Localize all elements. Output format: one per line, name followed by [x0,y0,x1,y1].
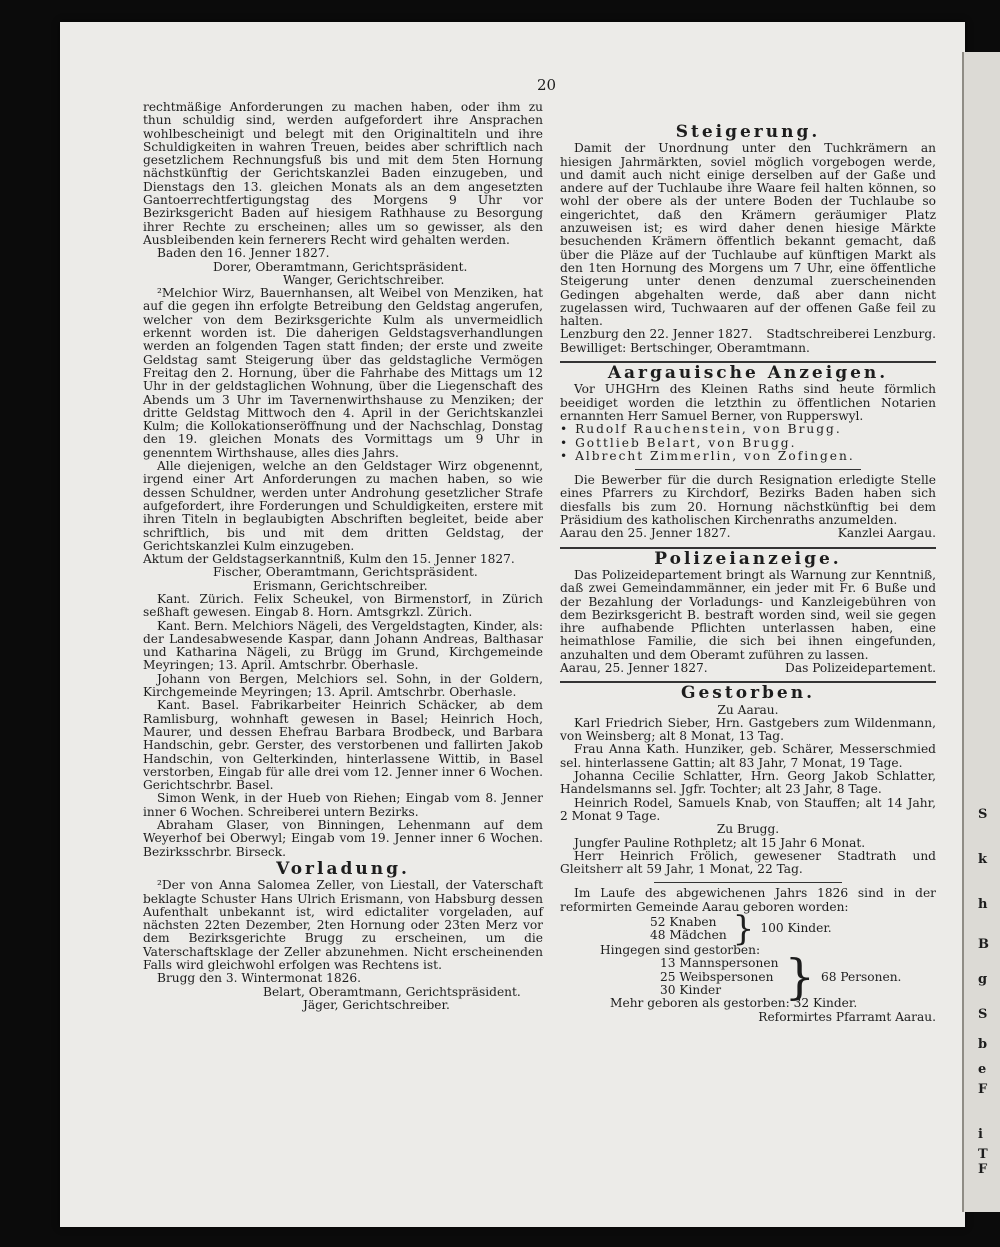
edge-letter: T [978,1147,988,1162]
location-label: Zu Aarau. [717,702,779,717]
notice-date: Brugg den 3. Wintermonat 1826. [157,971,362,986]
notary-name: • Albrecht Zimmerlin, von Zofingen. [560,448,855,463]
death-entry: Frau Anna Kath. Hunziker, geb. Schärer, Messerschmied sel. hinterlassene Gattin; alt 83 Jahr, 7 Monat, 19 Tage. [560,742,936,770]
edge-letter: g [978,972,988,987]
right-column [560,122,936,1024]
notice-approval: Bewilliget: Bertschinger, Oberamtmann. [560,340,810,355]
section-heading: Aargauische Anzeigen. [607,363,889,384]
notice-signature: Erismann, Gerichtschreiber. [253,578,428,593]
tally-item: 52 Knaben [650,914,717,929]
left-column [143,101,543,1012]
notice-date: Aarau, 25. Jenner 1827. [560,660,708,675]
section-heading: Steigerung. [675,122,821,142]
edge-letter: F [978,1162,988,1177]
location-label: Zu Brugg. [716,822,780,837]
section-heading: Gestorben. [680,683,816,704]
tally-item: 13 Mannspersonen [660,956,779,971]
statistics-summary: Mehr geboren als gestorben: 32 Kinder. [610,996,858,1011]
statistics-intro: Hingegen sind gestorben: [600,943,761,958]
creditor-entry: Johann von Bergen, Melchiors sel. Sohn, in der Goldern, Kirchgemeinde Meyringen; 13. April. Amtschrbr. Oberhasle. [143,671,543,700]
notice-signature: Stadtschreiberei Lenzburg. [766,327,936,342]
notice-date: Baden den 16. Jenner 1827. [157,246,330,261]
section-heading: Polizeianzeige. [654,548,842,569]
notice-date: Aktum der Geldstagserkanntniß, Kulm den 15. Jenner 1827. [143,552,515,567]
notice-signature: Reformirtes Pfarramt Aarau. [758,1009,936,1024]
brace-symbol: } [732,909,755,950]
death-entry: Karl Friedrich Sieber, Hrn. Gastgebers zum Wildenmann, von Weinsberg; alt 8 Monat, 13 Tag. [560,715,936,744]
notice-signature: Kanzlei Aargau. [837,526,936,541]
death-entry: Herr Heinrich Frölich, gewesener Stadtrath und Gleitsherr alt 59 Jahr, 1 Monat, 22 Tag. [560,848,936,877]
notice-signature: Belart, Oberamtmann, Gerichtspräsident. [263,984,521,999]
death-entry: Jungfer Pauline Rothpletz; alt 15 Jahr 6 Monat. [574,835,866,850]
creditor-entry: Simon Wenk, in der Hueb von Riehen; Eingab vom 8. Jenner inner 6 Wochen. Schreiberei untern Bezirks. [143,791,543,819]
tally-total: 68 Personen. [820,969,902,984]
section-heading: Vorladung. [276,858,410,879]
tally-item: 48 Mädchen [650,928,727,943]
creditor-entry: Kant. Bern. Melchiors Nägeli, des Vergeldstagten, Kinder, als: der Landesabwesende Kaspar, dann Johann Andreas, Balthasar und Katharina Nägeli, zu Brügg im Grund, Kirchgemeinde Meyringen; 13. April. Amtschrbr. Oberhasle. [143,618,543,673]
edge-letter: k [978,852,988,867]
creditor-entry: Abraham Glaser, von Binningen, Lehenmann auf dem Weyerhof bei Oberwyl; Eingab vom 19. Jenner inner 6 Wochen. Bezirksschrbr. Birseck. [143,818,543,859]
edge-letter: S [978,1007,988,1022]
divider [654,882,842,883]
notice-date: Aarau den 25. Jenner 1827. [560,526,731,541]
notice-paragraph: Das Polizeidepartement bringt als Warnung zur Kenntniß, daß zwei Gemeindammänner, ein jeder mit Fr. 6 Buße und der Bezahlung der Vorladungs- und Kanzleigebühren von dem Bezirksgericht B. bestraft worden sind, weil sie gegen ihre aufhabende Pflichten unterlassen haben, eine heimathlose Familie, die sich bei ihnen eingefunden, anzuhalten und dem Oberamt zuführen zu lassen. [560,567,936,662]
edge-letter: e [978,1062,987,1077]
notice-signature: Fischer, Oberamtmann, Gerichtspräsident. [213,565,478,580]
creditor-entry: Kant. Zürich. Felix Scheukel, von Birmenstorf, in Zürich seßhaft gewesen. Eingab 8. Horn. Amtsgrkzl. Zürich. [143,591,543,620]
notice-signature: Das Polizeidepartement. [785,660,936,675]
notice-paragraph: Alle diejenigen, welche an den Geldstager Wirz obgenennt, irgend einer Art Anforderungen zu machen haben, so wie dessen Schuldner, werden unter Androhung gesetzlicher Strafe aufgefordert, ihre Forderungen und Schuldigkeiten, erstere mit ihren Titeln in beglaubigten Abschriften begleitet, beide aber schriftlich, bis und mit dem dritten Geldstag, der Gerichtskanzlei Kulm einzugeben. [143,459,543,553]
death-entry: Heinrich Rodel, Samuels Knab, von Stauffen; alt 14 Jahr, 2 Monat 9 Tage. [560,795,936,823]
tally-item: 30 Kinder [660,982,722,997]
adjacent-page-edge [962,52,1000,1212]
edge-letter: i [978,1127,983,1142]
page-number: 20 [537,76,557,94]
notice-signature: Dorer, Oberamtmann, Gerichtspräsident. [213,259,468,274]
notice-signature: Jäger, Gerichtschreiber. [303,997,450,1012]
brace-symbol: } [784,949,815,1006]
births-tally [560,909,936,950]
notary-name: • Gottlieb Belart, von Brugg. [560,435,797,450]
tally-item: 25 Weibspersonen [660,969,774,984]
tally-total: 100 Kinder. [760,921,832,936]
edge-letter: b [978,1037,988,1052]
notice-paragraph: Damit der Unordnung unter den Tuchkrämern an hiesigen Jahrmärkten, soviel möglich vorgebogen werde, und damit auch nicht einige derselben auf der Gaße und andere auf der Tuchlaube ihre Waare feil halten können, so wohl der obere als der untere Boden der Tuchlaube so eingerichtet, daß den Krämern geräumiger Platz anzuweisen ist; es wird daher denen hiesige Märkte besuchenden Krämern öffentlich bekannt gemacht, daß über die Pläze auf der Tuchlaube auf künftigen Markt als den 1ten Hornung des Morgens um 7 Uhr, eine öffentliche Steigerung unter denen denzumal zuerscheinenden Gedingen abgehalten werde, daß aber dann nicht zugelassen wird, Tuchwaaren auf der offenen Gaße feil zu halten. [560,141,936,329]
death-entry: Johanna Cecilie Schlatter, Hrn. Georg Jakob Schlatter, Handelsmanns sel. Jgfr. Tochter; alt 23 Jahr, 8 Tage. [560,769,936,797]
notice-paragraph: Die Bewerber für die durch Resignation erledigte Stelle eines Pfarrers zu Kirchdorf, Bezirks Baden haben sich diesfalls bis zum 20. Hornung nächstkünftig bei dem Präsidium des katholischen Kirchenraths anzumelden. [560,473,936,528]
notice-date: Lenzburg den 22. Jenner 1827. [560,327,753,342]
divider [635,469,861,470]
edge-letter: S [978,807,988,822]
edge-letter: B [978,937,989,952]
notice-paragraph: Vor UHGHrn des Kleinen Raths sind heute förmlich beeidiget worden die letzthin zu öffentlichen Notarien ernannten Herr Samuel Berner, von Rupperswyl. [560,382,936,423]
creditor-entry: Kant. Basel. Fabrikarbeiter Heinrich Schäcker, ab dem Ramlisburg, wohnhaft gewesen in Basel; Heinrich Hoch, Maurer, und dessen Ehefrau Barbara Brodbeck, und Barbara Handschin, gebr. Gerster, des verstorbenen und fallirten Jakob Handschin, von Gelterkinden, hinterlassene Wittib, in Basel verstorben, Eingab für alle drei vom 12. Jenner inner 6 Wochen. Gerichtschrbr. Basel. [143,698,543,793]
edge-letter: h [978,897,988,912]
notice-paragraph: rechtmäßige Anforderungen zu machen haben, oder ihm zu thun schuldig sind, werden aufgefordert ihre Ansprachen wohlbescheinigt und belegt mit den Originaltiteln und ihre Schuldigkeiten in wahren Treuen, beides aber schriftlich nach gesetzlichem Rechnungsfuß bis und mit dem 5ten Hornung nächstkünftig der Gerichtskanzlei Baden einzugeben, und Dienstags den 13. gleichen Monats als an dem angesetzten Gantoerrechtfertigungstag des Morgens 9 Uhr vor Bezirksgericht Baden auf hiesigem Rathhause zu Besorgung ihrer Rechte zu erscheinen; alles um so gewisser, als den Ausbleibenden kein fernerers Recht wird gehalten werden. [143,100,543,247]
notice-paragraph: ²Der von Anna Salomea Zeller, von Liestall, der Vaterschaft beklagte Schuster Hans Ulrich Erismann, von Habsburg dessen Aufenthalt unbekannt ist, wird edictaliter vorgeladen, auf nächsten 22ten Dezember, 2ten Hornung oder 23ten Merz vor dem Bezirksgerichte Brugg zu erscheinen, um die Vaterschaftsklage der Zeller abzunehmen. Nicht erscheinenden Falls wird gleichwohl erfolgen was Rechtens ist. [143,878,543,972]
notice-paragraph: ²Melchior Wirz, Bauernhansen, alt Weibel von Menziken, hat auf die gegen ihn erfolgte Betreibung den Geldstag angerufen, welcher von dem Bezirksgerichte Kulm als unvermeidlich erkennt worden ist. Die daherigen Geldstagsverhandlungen werden an folgenden Tagen statt finden; der erste und zweite Geldstag samt Steigerung über das geldstagliche Vermögen Freitag den 2. Hornung, über die Fahrhabe des Mittags um 12 Uhr in der geldstaglichen Wohnung, über die Liegenschaft des Abends um 3 Uhr im Tavernenwirthshause zu Menziken; der dritte Geldstag Mittwoch den 4. April in der Gerichtskanzlei Kulm; die Kollokationseröffnung und der Nachschlag, Donstag den 19. gleichen Monats des Vormittags um 9 Uhr in genenntem Wirthshause, alles dies Jahrs. [143,286,543,460]
notary-name: • Rudolf Rauchenstein, von Brugg. [560,422,842,437]
notice-signature: Wanger, Gerichtschreiber. [283,272,445,287]
statistics-intro: Im Laufe des abgewichenen Jahrs 1826 sind in der reformirten Gemeinde Aarau geboren worden: [560,886,936,914]
edge-letter: F [978,1082,988,1097]
